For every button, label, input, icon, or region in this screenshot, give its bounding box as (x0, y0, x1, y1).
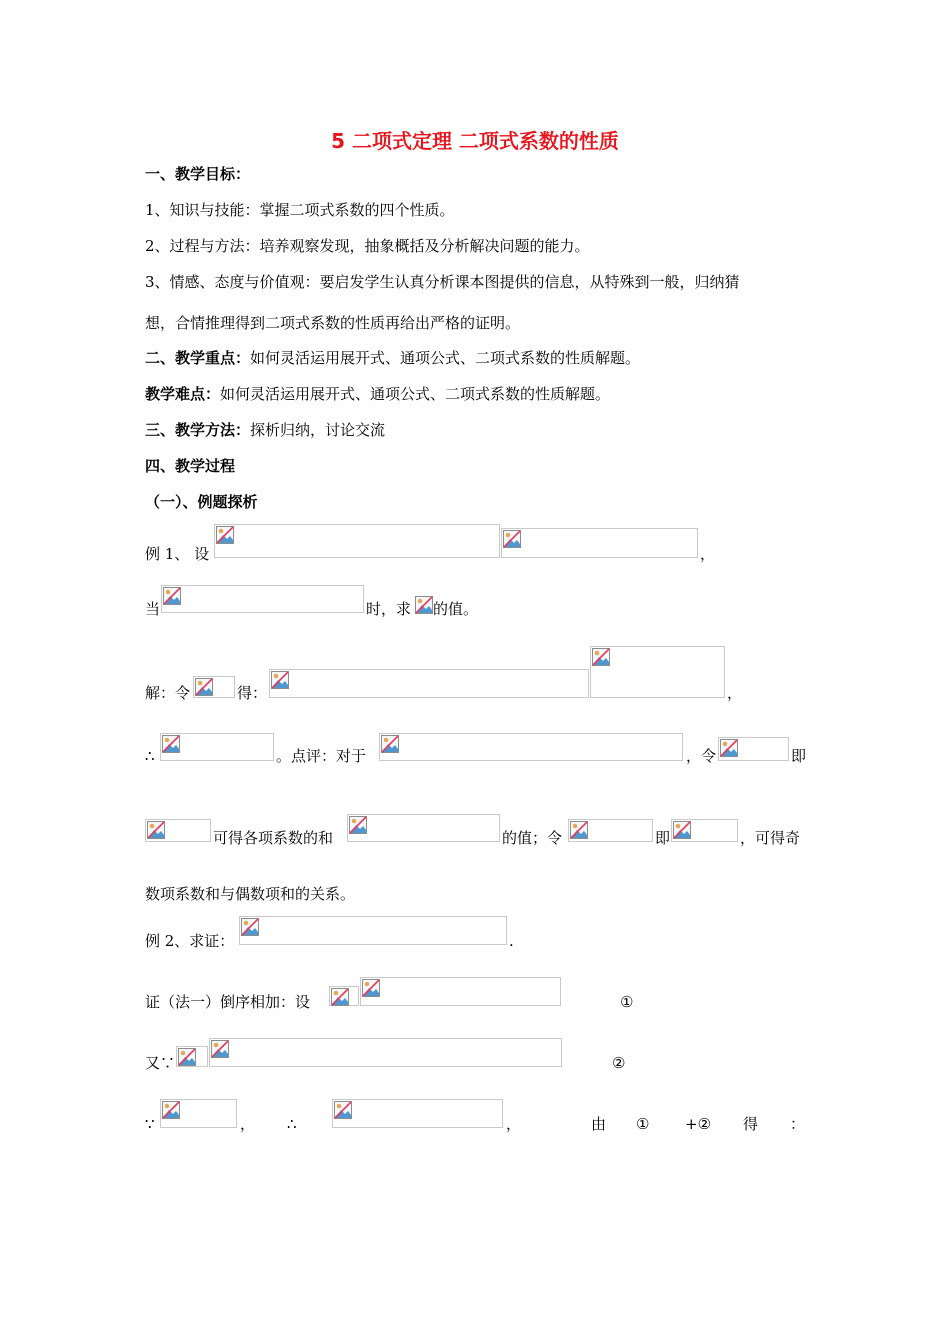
broken-image-icon (241, 918, 259, 936)
broken-image-icon (570, 821, 588, 839)
punctuation-period: . (509, 932, 514, 950)
solution-label: 解：令 (145, 684, 191, 702)
formula-image (415, 596, 433, 614)
proof-method1-label: 证（法一）倒序相加：设 (145, 993, 311, 1011)
because-symbol: ∵ (145, 1115, 155, 1133)
formula-image (347, 814, 500, 842)
text-de-zhi-ling: 的值；令 (502, 829, 563, 847)
equation-marker-1: ① (636, 1115, 650, 1133)
punctuation-colon: ： (790, 1115, 806, 1133)
text-dang: 当 (145, 600, 161, 618)
equation-marker-1: ① (620, 993, 634, 1011)
broken-image-icon (673, 821, 691, 839)
goal-attitude-line2: 想，合情推理得到二项式系数的性质再给出严格的证明。 (145, 314, 521, 332)
formula-image (568, 819, 653, 842)
formula-image (718, 737, 789, 761)
teaching-method (145, 420, 385, 440)
difficult-points-heading: 教学难点： (145, 385, 221, 403)
broken-image-icon (592, 648, 610, 666)
broken-image-icon (162, 1101, 180, 1119)
formula-image (671, 819, 738, 842)
goal-process: 2、过程与方法：培养观察发现，抽象概括及分析解决问题的能力。 (145, 237, 590, 255)
punctuation-comma: ， (700, 545, 716, 563)
therefore-symbol: ∴ (145, 747, 155, 765)
broken-image-icon (381, 735, 399, 753)
formula-image (239, 916, 507, 945)
text-ke-de-qi: ，可得奇 (740, 829, 801, 847)
therefore-symbol: ∴ (287, 1115, 297, 1133)
text-odd-even-relation: 数项系数和与偶数项和的关系。 (145, 885, 356, 903)
formula-image (214, 524, 500, 558)
example1-label: 例 1、 设 (145, 545, 210, 563)
punctuation-comma: ， (506, 1115, 522, 1133)
formula-image (332, 1099, 503, 1128)
broken-image-icon (720, 739, 738, 757)
teaching-method-text: 探析归纳，讨论交流 (250, 421, 386, 439)
broken-image-icon (162, 735, 180, 753)
example2-label: 例 2、求证： (145, 932, 235, 950)
punctuation-comma: ， (240, 1115, 256, 1133)
page-title: 5 二项式定理 二项式系数的性质 (331, 129, 619, 153)
goal-knowledge: 1、知识与技能：掌握二项式系数的四个性质。 (145, 201, 455, 219)
text-de: 得 (743, 1115, 759, 1133)
broken-image-icon (178, 1048, 196, 1066)
broken-image-icon (271, 671, 289, 689)
broken-image-icon (216, 526, 234, 544)
broken-image-icon (331, 988, 349, 1006)
key-points (145, 348, 640, 368)
equation-marker-2: ② (612, 1054, 626, 1072)
broken-image-icon (503, 530, 521, 548)
formula-image (209, 1038, 562, 1067)
formula-image (160, 733, 274, 761)
broken-image-icon (211, 1040, 229, 1058)
formula-image (590, 646, 725, 698)
key-points-heading: 二、教学重点： (145, 349, 251, 367)
broken-image-icon (415, 596, 433, 614)
broken-image-icon (334, 1101, 352, 1119)
text-sum-of-coefficients: 可得各项系数的和 (213, 829, 334, 847)
broken-image-icon (195, 678, 213, 696)
formula-image (176, 1046, 208, 1067)
teaching-method-heading: 三、教学方法： (145, 421, 251, 439)
formula-image (379, 733, 683, 761)
text-shi-qiu: 时，求 (366, 600, 412, 618)
formula-image (360, 977, 561, 1006)
goal-attitude-line1: 3、情感、态度与价值观：要启发学生认真分析课本图提供的信息，从特殊到一般，归纳猜 (145, 273, 740, 291)
key-points-text: 如何灵活运用展开式、通项公式、二项式系数的性质解题。 (250, 349, 641, 367)
text-de: 得： (237, 684, 268, 702)
broken-image-icon (163, 587, 181, 605)
section-heading-process: 四、教学过程 (145, 457, 236, 475)
formula-image (193, 676, 235, 698)
broken-image-icon (362, 979, 380, 997)
text-you: 由 (591, 1115, 607, 1133)
formula-image (160, 1099, 237, 1128)
broken-image-icon (147, 821, 165, 839)
text-comment: 。点评：对于 (276, 747, 367, 765)
broken-image-icon (349, 816, 367, 834)
text-de-zhi: 的值。 (433, 600, 479, 618)
subsection-heading-examples: （一）、例题探析 (145, 493, 258, 511)
text-you-because: 又∵ (145, 1054, 176, 1072)
formula-image (269, 669, 589, 698)
formula-image (329, 986, 359, 1006)
text-ji: 即 (791, 747, 807, 765)
text-comma-ling: ，令 (686, 747, 717, 765)
formula-image (501, 528, 698, 558)
difficult-points (145, 384, 610, 404)
text-plus-marker-2: +② (685, 1115, 712, 1133)
difficult-points-text: 如何灵活运用展开式、通项公式、二项式系数的性质解题。 (220, 385, 611, 403)
text-ji: 即 (655, 829, 671, 847)
punctuation-comma: ， (727, 684, 743, 702)
section-heading-goals: 一、教学目标： (145, 165, 251, 183)
formula-image (161, 585, 364, 613)
formula-image (145, 819, 211, 842)
